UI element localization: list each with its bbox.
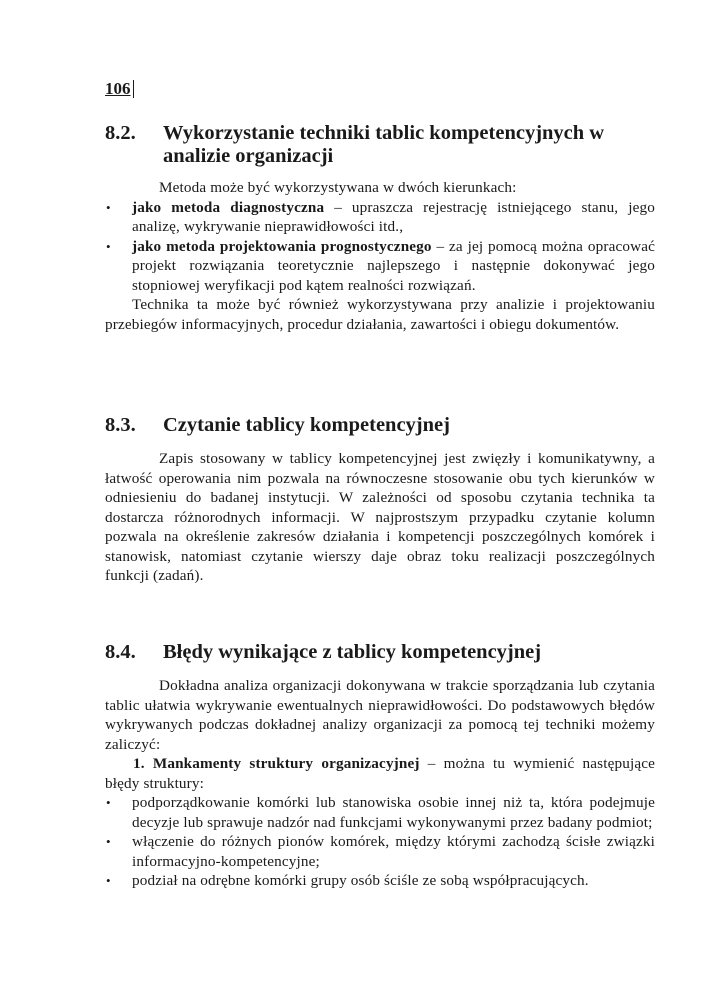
paragraph: Metoda może być wykorzystywana w dwóch kierunkach: — [159, 179, 517, 196]
numbered-item-label: 1. Mankamenty struktury organizacyjnej — [133, 755, 420, 772]
section-8-3 — [105, 414, 655, 586]
section-number: 8.2. — [105, 122, 136, 144]
page-number: 106 — [105, 80, 134, 98]
section-8-2 — [105, 122, 655, 334]
list-item — [105, 793, 655, 832]
bullet-list — [105, 793, 655, 891]
bullet-icon: • — [106, 834, 111, 849]
bold-term: jako metoda diagnostyczna — [132, 198, 325, 216]
numbered-item-text: – można tu wymienić następujące błędy struktury: — [105, 755, 655, 792]
list-item-text: włączenie do różnych pionów komórek, między którymi zachodzą ścisłe związki informacyjno-kompetencyjne; — [132, 833, 655, 870]
section-heading — [105, 122, 655, 168]
list-item — [105, 198, 655, 237]
section-number: 8.3. — [105, 414, 136, 436]
list-item-text: – za jej pomocą można opracować projekt rozwiązania teoretycznie najlepszego i następnie dokonywać jego stopniowej weryfikacji pod kątem realności rozwiązań. — [132, 237, 655, 294]
list-item-text: – upraszcza rejestrację istniejącego stanu, jego analizę, wykrywanie nieprawidłowości itd., — [132, 198, 655, 235]
section-heading — [105, 414, 655, 437]
list-item-text: podporządkowanie komórki lub stanowiska osobie innej niż ta, która podejmuje decyzje lub sprawuje nadzór nad funkcjami wykonywanymi przez badany podmiot; — [132, 794, 655, 831]
section-number: 8.4. — [105, 641, 136, 663]
paragraph: Dokładna analiza organizacji dokonywana w trakcie sporządzania lub czytania tablic ułatwia wykrywanie ewentualnych nieprawidłowości. Do podstawowych błędów wykrywanych podczas dokładnej analizy organizacji za pomocą tej techniki możemy zaliczyć: — [105, 677, 655, 753]
list-item — [105, 832, 655, 871]
section-title: Czytanie tablicy kompetencyjnej — [163, 414, 450, 436]
bold-term: jako metoda projektowania prognostycznego — [132, 237, 432, 255]
bullet-list — [105, 198, 655, 296]
list-item-text: podział na odrębne komórki grupy osób ściśle ze sobą współpracujących. — [132, 872, 589, 889]
section-title: Wykorzystanie techniki tablic kompetencyjnych w analizie organizacji — [163, 122, 605, 167]
bullet-icon: • — [106, 795, 111, 810]
section-8-4 — [105, 641, 655, 891]
list-item — [105, 871, 655, 891]
section-heading — [105, 641, 655, 664]
paragraph: Technika ta może być również wykorzystywana przy analizie i projektowaniu przebiegów informacyjnych, procedur działania, zawartości i obiegu dokumentów. — [105, 296, 655, 333]
section-title: Błędy wynikające z tablicy kompetencyjnej — [163, 641, 542, 663]
bullet-icon: • — [106, 873, 111, 888]
bullet-icon: • — [106, 199, 111, 215]
bullet-icon: • — [106, 238, 111, 254]
list-item — [105, 237, 655, 296]
numbered-item — [105, 754, 655, 793]
paragraph: Zapis stosowany w tablicy kompetencyjnej jest zwięzły i komunikatywny, a łatwość operowania nim pozwala na równoczesne stosowanie obu tych kierunków w odniesieniu do badanej instytucji. W zależności od sposobu czytania technika ta dostarcza różnorodnych informacji. W najprostszym przypadku czytanie kolumn pozwala na określenie zakresów działania i kompetencji poszczególnych komórek i stanowisk, natomiast czytanie wierszy daje obraz toku realizacji poszczególnych funkcji (zadań). — [105, 450, 655, 584]
